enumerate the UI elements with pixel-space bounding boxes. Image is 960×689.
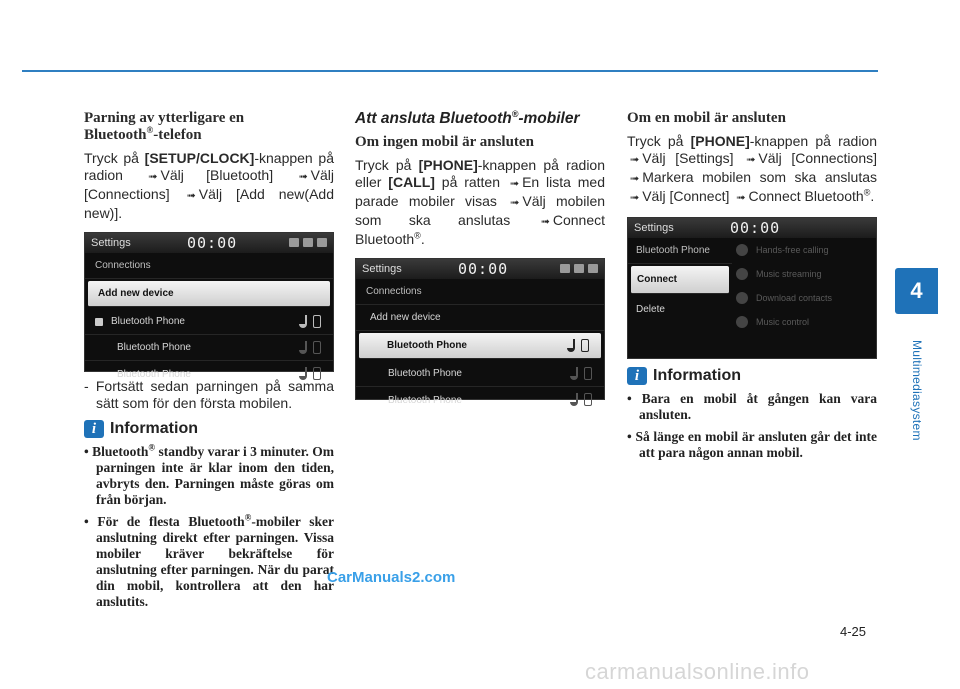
screen-row-add-new-device[interactable]: Add new device xyxy=(356,305,604,331)
arrow-icon: ➟ xyxy=(510,197,520,209)
menu-music-control: Music control xyxy=(736,310,876,334)
music-note-icon xyxy=(570,367,578,380)
arrow-icon: ➟ xyxy=(509,178,520,190)
arrow-icon: ➟ xyxy=(148,171,158,183)
screen-connections-add-new xyxy=(84,232,334,380)
phone-icon xyxy=(581,339,589,352)
arrow-icon: ➟ xyxy=(746,154,756,166)
phone-icon xyxy=(584,393,592,406)
column-1 xyxy=(84,110,334,610)
info-header xyxy=(627,367,877,385)
screen-row-bt-phone[interactable]: Bluetooth Phone xyxy=(85,361,333,387)
arrow-icon: ➟ xyxy=(630,192,640,204)
music-note-icon xyxy=(299,341,307,354)
battery-icon xyxy=(289,238,299,247)
info-bullet: • Bara en mobil åt gången kan vara ansluten. xyxy=(627,391,877,422)
screen-row-bt-phone[interactable]: Bluetooth Phone xyxy=(85,309,333,335)
screen-phone-options xyxy=(627,217,877,359)
phone-icon xyxy=(313,341,321,354)
screen-row-connect[interactable]: Connect xyxy=(631,266,729,294)
watermark-link[interactable]: CarManuals2.com xyxy=(327,569,456,586)
screen-row-add-new-device[interactable]: Add new device xyxy=(88,281,330,307)
screen-clock: 00:00 xyxy=(187,234,238,252)
battery-icon xyxy=(560,264,570,273)
screen-title: Settings xyxy=(634,222,674,234)
watermark-text: carmanualsonline.info xyxy=(585,659,810,684)
info-title: Information xyxy=(653,367,741,384)
menu-music-streaming: Music streaming xyxy=(736,262,876,286)
screen-clock: 00:00 xyxy=(730,219,781,237)
section-heading-pairing: Parning av ytterligare en Bluetooth®-telefon xyxy=(84,110,245,143)
screen-row-bt-phone-selected[interactable]: Bluetooth Phone xyxy=(359,333,601,359)
screen-row-bt-phone[interactable]: Bluetooth Phone xyxy=(356,387,604,413)
section-heading-connecting: Att ansluta Bluetooth®-mobiler xyxy=(355,108,580,127)
info-icon: i xyxy=(627,367,647,385)
arrow-icon: ➟ xyxy=(540,216,550,228)
subheading-no-phone: Om ingen mobil är ansluten xyxy=(355,134,534,150)
music-note-icon xyxy=(567,339,575,352)
arrow-icon: ➟ xyxy=(630,154,640,166)
music-note-icon xyxy=(570,393,578,406)
top-rule xyxy=(22,70,878,72)
screen-row-connections: Connections xyxy=(85,253,333,279)
signal-icon xyxy=(588,264,598,273)
bluetooth-icon xyxy=(95,318,103,326)
phone-icon xyxy=(313,367,321,380)
arrow-icon: ➟ xyxy=(736,192,746,204)
screen-clock: 00:00 xyxy=(458,260,509,278)
music-note-icon xyxy=(299,367,307,380)
screen-title: Settings xyxy=(362,263,402,275)
screen-title: Settings xyxy=(91,237,131,249)
connected-instructions: Tryck på [PHONE]-knappen på radion ➟ Välj [Settings] ➟ Välj [Connections] ➟ Markera mobilen som ska anslutas ➟ Välj [Connect] ➟ Connect Bluetooth®. xyxy=(627,133,878,204)
continue-note: - Fortsätt sedan parningen på samma sätt som för den första mobilen. xyxy=(84,378,334,411)
screen-row-bt-phone[interactable]: Bluetooth Phone xyxy=(356,361,604,387)
chapter-tab: 4 xyxy=(895,268,938,314)
info-bullet: • Så länge en mobil är ansluten går det inte att para någon annan mobil. xyxy=(627,429,877,460)
bluetooth-icon xyxy=(303,238,313,247)
connect-instructions: Tryck på [PHONE]-knappen på radion eller [CALL] på ratten ➟ En lista med parade mobiler visas ➟ Välj mobilen som ska anslutas ➟ Connect Bluetooth®. xyxy=(355,157,606,247)
music-note-icon xyxy=(299,315,307,328)
info-icon: i xyxy=(84,420,104,438)
page-number: 4-25 xyxy=(840,624,867,639)
phone-icon xyxy=(313,315,321,328)
chapter-side-label: Multimediasystem xyxy=(910,340,924,441)
music-note-icon xyxy=(736,268,748,280)
info-header xyxy=(84,420,334,438)
signal-icon xyxy=(317,238,327,247)
screen-row-bt-phone[interactable]: Bluetooth Phone xyxy=(85,335,333,361)
screen-paired-list xyxy=(355,258,605,406)
arrow-icon: ➟ xyxy=(630,173,640,185)
play-icon xyxy=(736,316,748,328)
arrow-icon: ➟ xyxy=(298,171,308,183)
column-3 xyxy=(627,110,877,461)
menu-download-contacts: Download contacts xyxy=(736,286,876,310)
screen-row-delete[interactable]: Delete xyxy=(636,303,665,315)
phone-icon xyxy=(736,244,748,256)
screen-row-bt-phone: Bluetooth Phone xyxy=(628,238,732,264)
info-bullet: • För de flesta Bluetooth®-mobiler sker anslutning direkt efter parningen. Vissa mobiler kräver bekräftelse för anslutning efter parningen. När du parat din mobil, kontrollera att den har anslutits. xyxy=(84,512,334,609)
contacts-icon xyxy=(736,292,748,304)
menu-hands-free: Hands-free calling xyxy=(736,238,876,262)
info-bullet: • Bluetooth® standby varar i 3 minuter. Om parningen inte är klar inom den tiden, avbryts den. Parningen måste göras om från början. xyxy=(84,442,334,507)
pairing-instructions: Tryck på [SETUP/CLOCK]-knappen på radion ➟ Välj [Bluetooth] ➟ Välj [Connections] ➟ Välj [Add new(Add new)]. xyxy=(84,150,335,221)
arrow-icon: ➟ xyxy=(186,190,196,202)
phone-icon xyxy=(584,367,592,380)
section-heading-connected: Om en mobil är ansluten xyxy=(627,110,786,126)
info-title: Information xyxy=(110,420,198,437)
screen-row-connections: Connections xyxy=(356,279,604,305)
column-2 xyxy=(355,108,606,406)
bluetooth-icon xyxy=(574,264,584,273)
